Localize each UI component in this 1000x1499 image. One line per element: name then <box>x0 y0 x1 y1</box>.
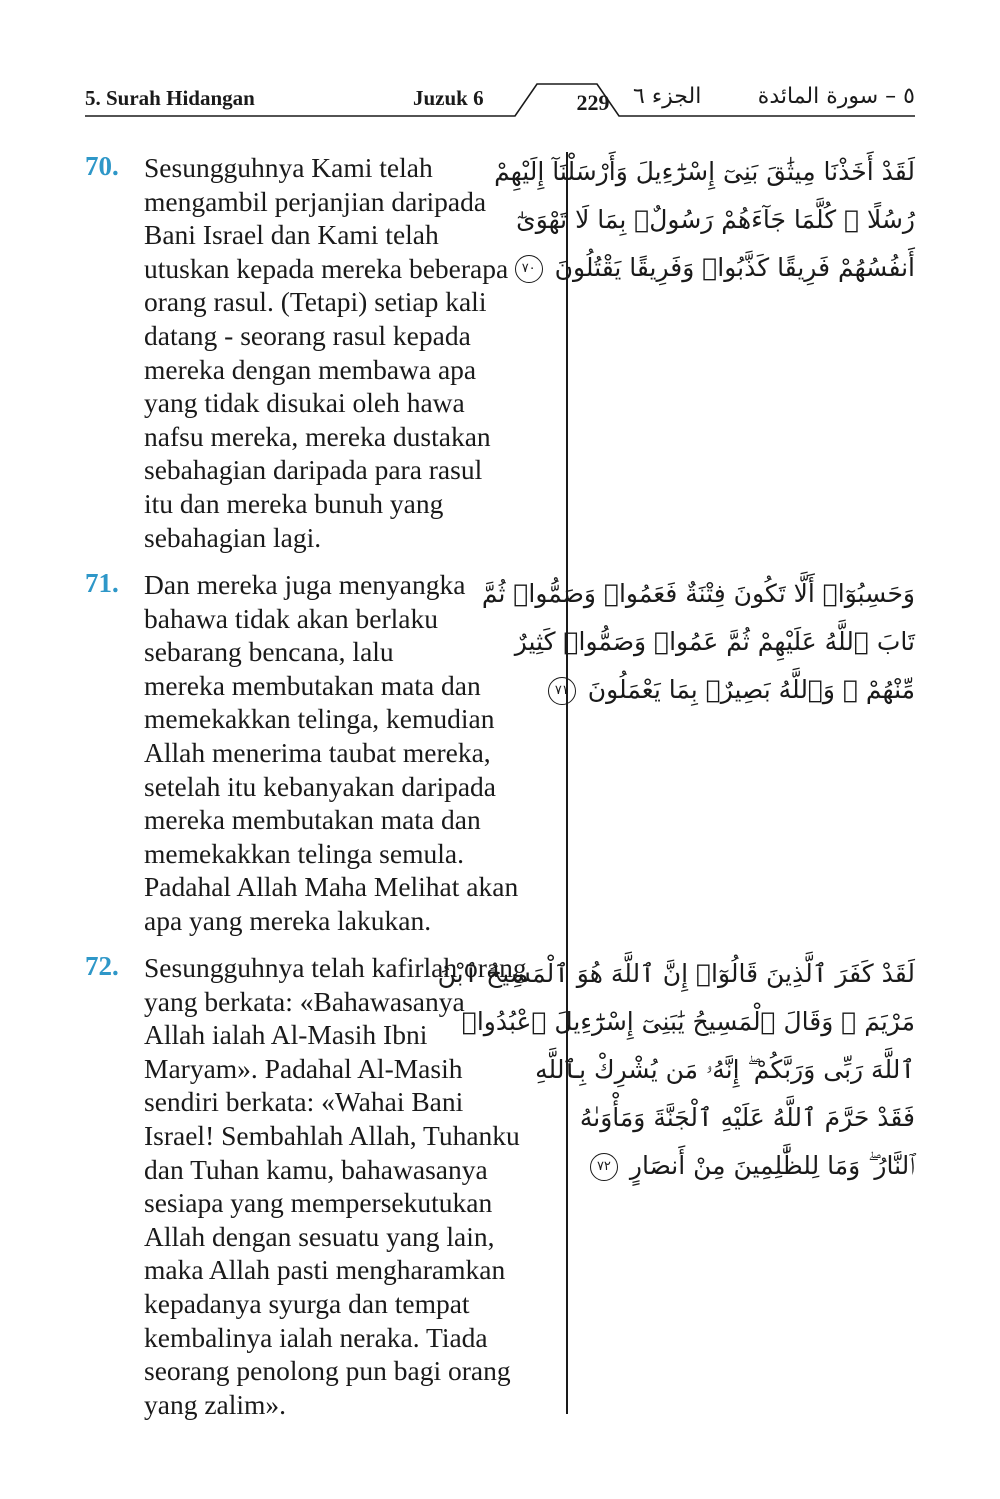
text-line: memekakkan telinga, kemudian <box>144 703 495 735</box>
text-line: dan Tuhan kamu, bahawasanya <box>144 1153 488 1185</box>
arabic-line: لَقَدْ كَفَرَ ٱلَّذِينَ قَالُوٓا۟ إِنَّ ٱللَّهَ هُوَ ٱلْمَسِيحُ ٱبْنُ <box>437 959 915 988</box>
juz-label: Juzuk 6 <box>413 86 484 110</box>
ayah-marker: ٧١ <box>548 677 576 705</box>
arabic-line: أَنفُسُهُمْ فَرِيقًا كَذَّبُوا۟ وَفَرِيقًا يَقْتُلُونَ ٧٠ <box>578 244 915 292</box>
column-divider <box>566 152 568 1414</box>
text-line: yang tidak disukai oleh hawa <box>144 387 465 419</box>
text-line: sebahagian lagi. <box>144 521 322 553</box>
arabic-line: مِّنْهُمْ ۚ وَٱللَّهُ بَصِيرٌۢ بِمَا يَعْمَلُونَ ٧١ <box>578 666 915 714</box>
ayah-marker: ٧٢ <box>590 1153 618 1181</box>
ayah-marker: ٧٠ <box>515 255 543 283</box>
arabic-line: مَرْيَمَ ۖ وَقَالَ ٱلْمَسِيحُ يَٰبَنِىٓ إِسْرَٰٓءِيلَ ٱعْبُدُوا۟ <box>461 1007 915 1036</box>
text-line: itu dan mereka bunuh yang <box>144 487 444 519</box>
text-line: Allah ialah Al-Masih Ibni <box>144 1019 428 1051</box>
text-line: sendiri berkata: «Wahai Bani <box>144 1086 464 1118</box>
arabic-line: ٱللَّهَ رَبِّى وَرَبَّكُمْ ۖ إِنَّهُۥ مَن يُشْرِكْ بِٱللَّهِ <box>535 1055 915 1084</box>
text-line: bahawa tidak akan berlaku <box>144 602 438 634</box>
verse-70-arabic <box>494 148 915 292</box>
verse-71-arabic <box>481 570 915 714</box>
arabic-line: رُسُلًا ۖ كُلَّمَا جَآءَهُمْ رَسُولٌۢ بِمَا لَا تَهْوَىٰٓ <box>516 205 915 234</box>
text-line: memekakkan telinga semula. <box>144 837 464 869</box>
text-line: Maryam». Padahal Al-Masih <box>144 1052 463 1084</box>
arabic-line: تَابَ ٱللَّهُ عَلَيْهِمْ ثُمَّ عَمُوا۟ وَصَمُّوا۟ كَثِيرٌ <box>514 627 915 656</box>
text-line: yang berkata: «Bahawasanya <box>144 985 465 1017</box>
text-line: maka Allah pasti mengharamkan <box>144 1254 506 1286</box>
surah-arabic: ٥ – سورة المائدة <box>757 84 915 109</box>
juz-arabic: الجزء ٦ <box>633 84 702 109</box>
verse-text <box>144 151 564 554</box>
verse-number: 70. <box>85 151 119 181</box>
text-line: seorang penolong pun bagi orang <box>144 1355 511 1387</box>
text-line: Sesungguhnya telah kafirlah orang <box>144 952 527 983</box>
text-line: Bani Israel dan Kami telah <box>144 219 439 251</box>
arabic-line: وَحَسِبُوٓا۟ أَلَّا تَكُونَ فِتْنَةٌ فَعَمُوا۟ وَصَمُّوا۟ ثُمَّ <box>481 579 915 608</box>
arabic-line: ٱلنَّارُ ۖ وَمَا لِلظَّٰلِمِينَ مِنْ أَنصَارٍ ٧٢ <box>578 1142 915 1190</box>
text-line: apa yang mereka lakukan. <box>144 904 432 936</box>
text-line: kembalinya ialah neraka. Tiada <box>144 1321 488 1353</box>
arabic-line: فَقَدْ حَرَّمَ ٱللَّهُ عَلَيْهِ ٱلْجَنَّةَ وَمَأْوَىٰهُ <box>579 1103 915 1132</box>
text-line: mereka membutakan mata dan <box>144 804 481 836</box>
text-line: datang - seorang rasul kepada <box>144 319 471 351</box>
text-line: setelah itu kebanyakan daripada <box>144 770 496 802</box>
text-line: utuskan kepada mereka beberapa <box>144 252 509 284</box>
verse-number: 72. <box>85 951 119 981</box>
text-line: mereka membutakan mata dan <box>144 669 481 701</box>
text-line: Allah menerima taubat mereka, <box>144 736 491 768</box>
text-line: nafsu mereka, mereka dustakan <box>144 420 491 452</box>
text-line: Sesungguhnya Kami telah <box>144 152 433 183</box>
text-line: Israel! Sembahlah Allah, Tuhanku <box>144 1119 520 1151</box>
text-line: sebarang bencana, lalu <box>144 636 394 668</box>
text-line: Dan mereka juga menyangka <box>144 569 466 600</box>
text-line: sesiapa yang mempersekutukan <box>144 1187 493 1219</box>
page-number: 229 <box>576 90 610 115</box>
text-line: mereka dengan membawa apa <box>144 353 477 385</box>
verse-text <box>144 568 564 938</box>
verse-72-arabic <box>437 950 915 1190</box>
arabic-line: لَقَدْ أَخَذْنَا مِيثَٰقَ بَنِىٓ إِسْرَٰٓءِيلَ وَأَرْسَلْنَآ إِلَيْهِمْ <box>494 157 915 186</box>
text-line: Allah dengan sesuatu yang lain, <box>144 1220 495 1252</box>
text-line: kepadanya syurga dan tempat <box>144 1287 470 1319</box>
surah-name: 5. Surah Hidangan <box>85 86 255 110</box>
text-line: yang zalim». <box>144 1388 287 1420</box>
page-header <box>85 78 915 122</box>
text-line: sebahagian daripada para rasul <box>144 454 483 486</box>
text-line: orang rasul. (Tetapi) setiap kali <box>144 286 487 318</box>
verse-number: 71. <box>85 568 119 598</box>
text-line: Padahal Allah Maha Melihat akan <box>144 871 519 903</box>
text-line: mengambil perjanjian daripada <box>144 185 487 217</box>
